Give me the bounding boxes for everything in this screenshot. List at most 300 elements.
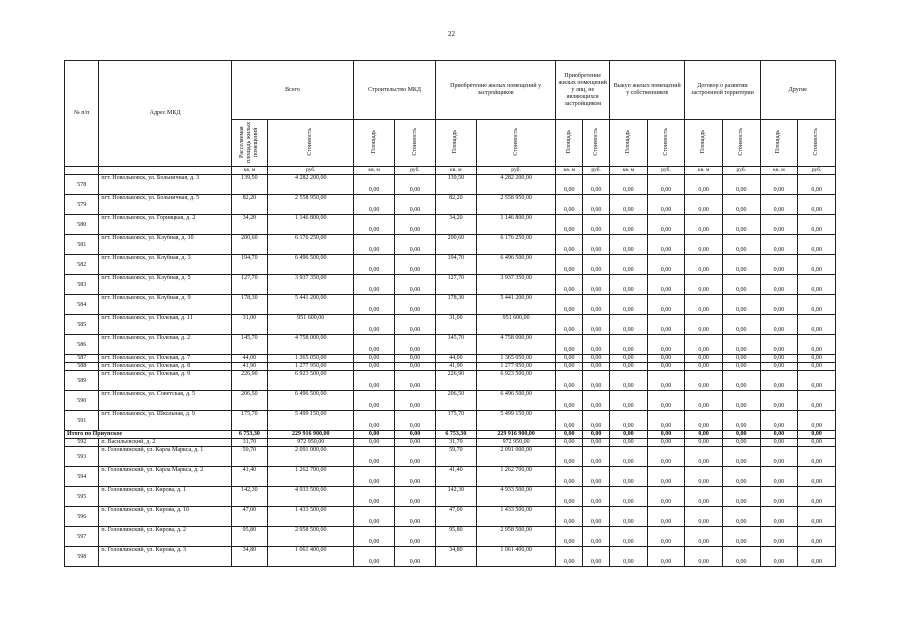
cell-area: 0,00 bbox=[760, 195, 798, 215]
cell-cost: 0,00 bbox=[798, 335, 836, 355]
cell-cost: 0,00 bbox=[583, 355, 610, 363]
unit-area: кв. м bbox=[354, 167, 395, 175]
cell-cost: 972 950,00 bbox=[268, 439, 354, 447]
cell-cost: 4 758 000,00 bbox=[268, 335, 354, 355]
cell-cost: 2 091 000,00 bbox=[268, 447, 354, 467]
cell-area: 41,90 bbox=[231, 363, 268, 371]
table-row bbox=[65, 235, 836, 255]
cell-cost: 0,00 bbox=[647, 355, 685, 363]
cell-area: 0,00 bbox=[354, 315, 395, 335]
cell-cost: 0,00 bbox=[798, 487, 836, 507]
cell-area: 0,00 bbox=[760, 363, 798, 371]
cell-area: 31,00 bbox=[435, 315, 476, 335]
cell-cost: 6 176 250,00 bbox=[268, 235, 354, 255]
cell-area: 0,00 bbox=[556, 411, 583, 431]
cell-area: 0,00 bbox=[610, 175, 648, 195]
cell-area: 47,00 bbox=[231, 507, 268, 527]
cell-area: 0,00 bbox=[685, 215, 723, 235]
cell-area: 0,00 bbox=[354, 215, 395, 235]
subheader-cost: Стоимость bbox=[476, 120, 556, 167]
cell-cost: 0,00 bbox=[395, 315, 436, 335]
cell-cost: 5 441 200,00 bbox=[268, 295, 354, 315]
row-number: 579 bbox=[65, 195, 99, 215]
cell-cost: 6 496 500,00 bbox=[268, 255, 354, 275]
cell-cost: 0,00 bbox=[722, 255, 760, 275]
cell-area: 0,00 bbox=[610, 195, 648, 215]
unit-area: кв. м bbox=[685, 167, 723, 175]
cell-area: 0,00 bbox=[556, 195, 583, 215]
cell-cost: 0,00 bbox=[583, 175, 610, 195]
row-address: п. Головлинский, ул. Карла Маркса, д. 2 bbox=[99, 467, 231, 487]
cell-cost: 0,00 bbox=[647, 255, 685, 275]
cell-cost: 0,00 bbox=[798, 355, 836, 363]
cell-area: 178,30 bbox=[231, 295, 268, 315]
cell-area: 0,00 bbox=[610, 431, 648, 439]
cell-area: 194,70 bbox=[435, 255, 476, 275]
cell-cost: 0,00 bbox=[647, 371, 685, 391]
cell-cost: 1 146 800,00 bbox=[268, 215, 354, 235]
subheader-cost: Стоимость bbox=[268, 120, 354, 167]
cell-cost: 0,00 bbox=[722, 431, 760, 439]
cell-area: 0,00 bbox=[685, 507, 723, 527]
cell-area: 200,60 bbox=[435, 235, 476, 255]
cell-cost: 0,00 bbox=[722, 467, 760, 487]
cell-area: 0,00 bbox=[610, 255, 648, 275]
page-number: 22 bbox=[448, 30, 455, 38]
subheader-resettled-area: Расселяемая площадь жилых помещений bbox=[231, 120, 268, 167]
cell-area: 0,00 bbox=[354, 391, 395, 411]
cell-cost: 0,00 bbox=[722, 439, 760, 447]
unit-cost: руб. bbox=[722, 167, 760, 175]
cell-area: 0,00 bbox=[685, 175, 723, 195]
cell-cost: 0,00 bbox=[395, 363, 436, 371]
cell-cost: 951 600,00 bbox=[476, 315, 556, 335]
cell-area: 0,00 bbox=[685, 195, 723, 215]
cell-cost: 0,00 bbox=[647, 215, 685, 235]
cell-cost: 0,00 bbox=[395, 275, 436, 295]
cell-area: 0,00 bbox=[685, 315, 723, 335]
cell-cost: 0,00 bbox=[647, 391, 685, 411]
cell-area: 0,00 bbox=[610, 547, 648, 567]
cell-cost: 0,00 bbox=[798, 195, 836, 215]
cell-area: 0,00 bbox=[760, 547, 798, 567]
cell-cost: 0,00 bbox=[722, 371, 760, 391]
unit-cost: руб. bbox=[268, 167, 354, 175]
row-address: пгт. Новольвовск, ул. Больничная, д. 5 bbox=[99, 195, 231, 215]
cell-cost: 0,00 bbox=[395, 527, 436, 547]
table-row bbox=[65, 355, 836, 363]
cell-area: 0,00 bbox=[354, 363, 395, 371]
cell-area: 175,70 bbox=[231, 411, 268, 431]
cell-area: 0,00 bbox=[760, 255, 798, 275]
cell-area: 0,00 bbox=[610, 391, 648, 411]
subheader-area: Площадь bbox=[354, 120, 395, 167]
cell-area: 0,00 bbox=[760, 295, 798, 315]
cell-cost: 0,00 bbox=[395, 295, 436, 315]
row-address: пгт. Новольвовск, ул. Клубная, д. 10 bbox=[99, 235, 231, 255]
cell-cost: 4 282 200,00 bbox=[268, 175, 354, 195]
cell-cost: 2 958 500,00 bbox=[476, 527, 556, 547]
cell-area: 145,70 bbox=[435, 335, 476, 355]
cell-cost: 3 937 350,00 bbox=[476, 275, 556, 295]
cell-area: 0,00 bbox=[685, 547, 723, 567]
cell-cost: 0,00 bbox=[395, 255, 436, 275]
cell-area: 0,00 bbox=[760, 175, 798, 195]
row-number: 591 bbox=[65, 411, 99, 431]
cell-area: 41,90 bbox=[435, 363, 476, 371]
cell-cost: 0,00 bbox=[798, 527, 836, 547]
row-address: п. Головлинский, ул. Карла Маркса, д. 1 bbox=[99, 447, 231, 467]
row-address: пгт. Новольвовск, ул. Горняцкая, д. 2 bbox=[99, 215, 231, 235]
cell-area: 0,00 bbox=[760, 527, 798, 547]
cell-cost: 0,00 bbox=[395, 507, 436, 527]
cell-area: 0,00 bbox=[685, 527, 723, 547]
cell-cost: 0,00 bbox=[647, 363, 685, 371]
cell-area: 0,00 bbox=[685, 235, 723, 255]
cell-area: 0,00 bbox=[354, 431, 395, 439]
table-row bbox=[65, 467, 836, 487]
cell-cost: 0,00 bbox=[395, 235, 436, 255]
cell-area: 0,00 bbox=[760, 439, 798, 447]
cell-area: 0,00 bbox=[760, 487, 798, 507]
cell-area: 0,00 bbox=[610, 275, 648, 295]
cell-area: 0,00 bbox=[610, 467, 648, 487]
cell-area: 0,00 bbox=[685, 439, 723, 447]
subheader-cost: Стоимость bbox=[798, 120, 836, 167]
row-number: 584 bbox=[65, 295, 99, 315]
cell-cost: 0,00 bbox=[647, 487, 685, 507]
cell-area: 0,00 bbox=[685, 275, 723, 295]
cell-area: 0,00 bbox=[354, 255, 395, 275]
cell-cost: 0,00 bbox=[395, 431, 436, 439]
cell-area: 0,00 bbox=[556, 487, 583, 507]
cell-area: 0,00 bbox=[760, 355, 798, 363]
row-number: 585 bbox=[65, 315, 99, 335]
cell-cost: 0,00 bbox=[722, 335, 760, 355]
cell-area: 127,70 bbox=[231, 275, 268, 295]
cell-cost: 0,00 bbox=[647, 235, 685, 255]
subheader-cost: Стоимость bbox=[647, 120, 685, 167]
cell-cost: 0,00 bbox=[722, 275, 760, 295]
cell-area: 0,00 bbox=[556, 355, 583, 363]
row-number: 595 bbox=[65, 487, 99, 507]
row-address: пгт. Новольвовск, ул. Полевая, д. 11 bbox=[99, 315, 231, 335]
cell-area: 0,00 bbox=[556, 439, 583, 447]
cell-cost: 0,00 bbox=[798, 295, 836, 315]
cell-area: 41,40 bbox=[231, 467, 268, 487]
cell-cost: 0,00 bbox=[583, 363, 610, 371]
row-address: п. Головлинский, ул. Кирова, д. 2 bbox=[99, 527, 231, 547]
cell-area: 175,70 bbox=[435, 411, 476, 431]
cell-cost: 0,00 bbox=[583, 371, 610, 391]
cell-cost: 0,00 bbox=[583, 447, 610, 467]
cell-cost: 1 433 500,00 bbox=[268, 507, 354, 527]
cell-cost: 0,00 bbox=[583, 295, 610, 315]
cell-cost: 0,00 bbox=[798, 275, 836, 295]
unit-cell-empty bbox=[99, 167, 231, 175]
cell-area: 44,00 bbox=[435, 355, 476, 363]
cell-cost: 0,00 bbox=[583, 467, 610, 487]
cell-area: 0,00 bbox=[685, 467, 723, 487]
cell-area: 0,00 bbox=[610, 527, 648, 547]
cell-cost: 6 923 500,00 bbox=[268, 371, 354, 391]
unit-area: кв. м bbox=[556, 167, 583, 175]
cell-cost: 0,00 bbox=[583, 527, 610, 547]
cell-area: 0,00 bbox=[354, 195, 395, 215]
cell-area: 82,20 bbox=[435, 195, 476, 215]
cell-cost: 0,00 bbox=[395, 195, 436, 215]
cell-cost: 0,00 bbox=[722, 507, 760, 527]
cell-area: 31,70 bbox=[231, 439, 268, 447]
cell-area: 34,80 bbox=[231, 547, 268, 567]
cell-cost: 0,00 bbox=[722, 355, 760, 363]
cell-cost: 0,00 bbox=[583, 335, 610, 355]
cell-cost: 4 933 500,00 bbox=[476, 487, 556, 507]
cell-area: 226,90 bbox=[231, 371, 268, 391]
row-address: пгт. Новольвовск, ул. Больничная, д. 3 bbox=[99, 175, 231, 195]
cell-cost: 0,00 bbox=[798, 507, 836, 527]
cell-area: 142,30 bbox=[231, 487, 268, 507]
cell-cost: 0,00 bbox=[583, 195, 610, 215]
cell-area: 0,00 bbox=[556, 507, 583, 527]
cell-cost: 0,00 bbox=[583, 487, 610, 507]
cell-cost: 4 282 200,00 bbox=[476, 175, 556, 195]
cell-cost: 0,00 bbox=[647, 315, 685, 335]
row-address: пгт. Новольвовск, ул. Клубная, д. 9 bbox=[99, 295, 231, 315]
cell-cost: 0,00 bbox=[798, 371, 836, 391]
cell-area: 0,00 bbox=[760, 391, 798, 411]
row-number: 596 bbox=[65, 507, 99, 527]
cell-area: 0,00 bbox=[556, 391, 583, 411]
cell-cost: 0,00 bbox=[722, 295, 760, 315]
cell-cost: 0,00 bbox=[583, 547, 610, 567]
table-row bbox=[65, 487, 836, 507]
row-number: 581 bbox=[65, 235, 99, 255]
header-group-construction: Строительство МКД bbox=[354, 61, 436, 120]
table-row bbox=[65, 527, 836, 547]
cell-area: 0,00 bbox=[685, 295, 723, 315]
row-number: 593 bbox=[65, 447, 99, 467]
table-row bbox=[65, 275, 836, 295]
cell-area: 0,00 bbox=[760, 507, 798, 527]
row-address: п. Головлинский, ул. Кирова, д. 1 bbox=[99, 487, 231, 507]
cell-area: 0,00 bbox=[556, 315, 583, 335]
cell-cost: 0,00 bbox=[395, 355, 436, 363]
row-number: 578 bbox=[65, 175, 99, 195]
cell-cost: 2 958 500,00 bbox=[268, 527, 354, 547]
cell-cost: 0,00 bbox=[583, 275, 610, 295]
cell-cost: 0,00 bbox=[395, 175, 436, 195]
cell-cost: 0,00 bbox=[583, 431, 610, 439]
cell-cost: 0,00 bbox=[647, 467, 685, 487]
cell-area: 0,00 bbox=[556, 371, 583, 391]
cell-area: 59,70 bbox=[435, 447, 476, 467]
cell-cost: 0,00 bbox=[395, 487, 436, 507]
cell-cost: 0,00 bbox=[722, 215, 760, 235]
subheader-cost: Стоимость bbox=[395, 120, 436, 167]
cell-area: 0,00 bbox=[760, 275, 798, 295]
cell-area: 0,00 bbox=[760, 215, 798, 235]
table-row bbox=[65, 255, 836, 275]
cell-cost: 0,00 bbox=[798, 235, 836, 255]
cell-area: 139,50 bbox=[435, 175, 476, 195]
cell-area: 0,00 bbox=[760, 447, 798, 467]
subheader-cost: Стоимость bbox=[722, 120, 760, 167]
row-number: 589 bbox=[65, 371, 99, 391]
cell-area: 0,00 bbox=[354, 175, 395, 195]
row-address: п. Головлинский, ул. Кирова, д. 10 bbox=[99, 507, 231, 527]
cell-area: 0,00 bbox=[685, 487, 723, 507]
cell-cost: 0,00 bbox=[798, 547, 836, 567]
cell-area: 6 753,30 bbox=[435, 431, 476, 439]
table-row bbox=[65, 447, 836, 467]
cell-area: 0,00 bbox=[354, 487, 395, 507]
cell-cost: 0,00 bbox=[722, 235, 760, 255]
cell-area: 0,00 bbox=[556, 467, 583, 487]
cell-area: 200,60 bbox=[231, 235, 268, 255]
row-address: пгт. Новольвовск, ул. Клубная, д. 3 bbox=[99, 255, 231, 275]
cell-area: 0,00 bbox=[556, 527, 583, 547]
cell-area: 0,00 bbox=[556, 447, 583, 467]
cell-cost: 1 277 950,00 bbox=[268, 363, 354, 371]
unit-area: кв. м bbox=[231, 167, 268, 175]
cell-cost: 0,00 bbox=[722, 527, 760, 547]
cell-cost: 0,00 bbox=[583, 215, 610, 235]
row-number: 590 bbox=[65, 391, 99, 411]
cell-area: 145,70 bbox=[231, 335, 268, 355]
cell-cost: 0,00 bbox=[798, 391, 836, 411]
cell-area: 0,00 bbox=[610, 215, 648, 235]
cell-area: 0,00 bbox=[760, 315, 798, 335]
cell-area: 0,00 bbox=[354, 235, 395, 255]
total-label: Итого по Приупское bbox=[65, 431, 232, 439]
cell-area: 0,00 bbox=[556, 431, 583, 439]
cell-cost: 0,00 bbox=[647, 195, 685, 215]
cell-area: 0,00 bbox=[610, 411, 648, 431]
cell-area: 139,50 bbox=[231, 175, 268, 195]
cell-cost: 0,00 bbox=[647, 439, 685, 447]
cell-cost: 0,00 bbox=[647, 295, 685, 315]
cell-area: 206,50 bbox=[231, 391, 268, 411]
cell-area: 0,00 bbox=[354, 439, 395, 447]
cell-cost: 2 558 950,00 bbox=[268, 195, 354, 215]
cell-area: 59,70 bbox=[231, 447, 268, 467]
cell-cost: 1 262 700,00 bbox=[476, 467, 556, 487]
cell-cost: 6 923 500,00 bbox=[476, 371, 556, 391]
cell-area: 0,00 bbox=[610, 439, 648, 447]
cell-cost: 0,00 bbox=[583, 439, 610, 447]
cell-cost: 0,00 bbox=[647, 275, 685, 295]
subheader-area: Площадь bbox=[760, 120, 798, 167]
cell-area: 0,00 bbox=[685, 411, 723, 431]
cell-area: 0,00 bbox=[354, 411, 395, 431]
cell-cost: 1 262 700,00 bbox=[268, 467, 354, 487]
cell-area: 194,70 bbox=[231, 255, 268, 275]
cell-cost: 0,00 bbox=[583, 391, 610, 411]
units-row bbox=[65, 167, 836, 175]
unit-cost: руб. bbox=[798, 167, 836, 175]
unit-area: кв. м bbox=[760, 167, 798, 175]
cell-area: 0,00 bbox=[760, 235, 798, 255]
row-address: п. Васильевский, д. 2 bbox=[99, 439, 231, 447]
row-address: пгт. Новольвовск, ул. Школьная, д. 9 bbox=[99, 411, 231, 431]
cell-area: 34,80 bbox=[435, 547, 476, 567]
cell-cost: 0,00 bbox=[395, 467, 436, 487]
cell-cost: 0,00 bbox=[647, 431, 685, 439]
row-number: 583 bbox=[65, 275, 99, 295]
cell-cost: 6 496 500,00 bbox=[268, 391, 354, 411]
table-row bbox=[65, 295, 836, 315]
row-number: 594 bbox=[65, 467, 99, 487]
cell-cost: 0,00 bbox=[395, 447, 436, 467]
cell-cost: 0,00 bbox=[722, 391, 760, 411]
cell-cost: 1 365 050,00 bbox=[268, 355, 354, 363]
table-row bbox=[65, 391, 836, 411]
cell-cost: 0,00 bbox=[395, 547, 436, 567]
cell-area: 0,00 bbox=[610, 363, 648, 371]
cell-area: 0,00 bbox=[610, 335, 648, 355]
cell-area: 0,00 bbox=[556, 295, 583, 315]
cell-cost: 0,00 bbox=[798, 447, 836, 467]
cell-cost: 1 061 400,00 bbox=[268, 547, 354, 567]
cell-cost: 0,00 bbox=[647, 547, 685, 567]
cell-cost: 2 091 000,00 bbox=[476, 447, 556, 467]
cell-cost: 0,00 bbox=[722, 411, 760, 431]
header-group-purchase-developers: Приобретение жилых помещений у застройщиков bbox=[435, 61, 555, 120]
cell-area: 0,00 bbox=[685, 447, 723, 467]
row-address: пгт. Новольвовск, ул. Полевая, д. 7 bbox=[99, 355, 231, 363]
row-number: 586 bbox=[65, 335, 99, 355]
cell-cost: 0,00 bbox=[583, 315, 610, 335]
cell-area: 0,00 bbox=[556, 335, 583, 355]
subheader-area: Площадь bbox=[610, 120, 648, 167]
cell-cost: 1 061 400,00 bbox=[476, 547, 556, 567]
unit-area: кв. м bbox=[610, 167, 648, 175]
table-row bbox=[65, 363, 836, 371]
cell-area: 6 753,30 bbox=[231, 431, 268, 439]
cell-area: 0,00 bbox=[354, 527, 395, 547]
cell-area: 0,00 bbox=[354, 295, 395, 315]
cell-cost: 5 499 150,00 bbox=[268, 411, 354, 431]
cell-cost: 0,00 bbox=[395, 391, 436, 411]
cell-cost: 0,00 bbox=[583, 235, 610, 255]
cell-area: 82,20 bbox=[231, 195, 268, 215]
table-row bbox=[65, 215, 836, 235]
cell-area: 95,80 bbox=[435, 527, 476, 547]
row-number: 592 bbox=[65, 439, 99, 447]
row-address: пгт. Новольвовск, ул. Клубная, д. 5 bbox=[99, 275, 231, 295]
table-row bbox=[65, 195, 836, 215]
cell-area: 0,00 bbox=[354, 355, 395, 363]
cell-cost: 6 496 500,00 bbox=[476, 255, 556, 275]
cell-area: 0,00 bbox=[760, 467, 798, 487]
table-row bbox=[65, 315, 836, 335]
cell-cost: 0,00 bbox=[798, 315, 836, 335]
cell-area: 31,70 bbox=[435, 439, 476, 447]
header-num: № п/п bbox=[65, 61, 99, 167]
cell-cost: 0,00 bbox=[798, 363, 836, 371]
cell-area: 31,00 bbox=[231, 315, 268, 335]
table-row bbox=[65, 547, 836, 567]
cell-cost: 0,00 bbox=[395, 335, 436, 355]
cell-area: 0,00 bbox=[556, 275, 583, 295]
cell-cost: 0,00 bbox=[395, 411, 436, 431]
header-group-territory-agreement: Договор о развитии застроенной территории bbox=[685, 61, 760, 120]
cell-area: 0,00 bbox=[685, 335, 723, 355]
subheader-area: Площадь bbox=[685, 120, 723, 167]
cell-area: 44,00 bbox=[231, 355, 268, 363]
cell-area: 142,30 bbox=[435, 487, 476, 507]
